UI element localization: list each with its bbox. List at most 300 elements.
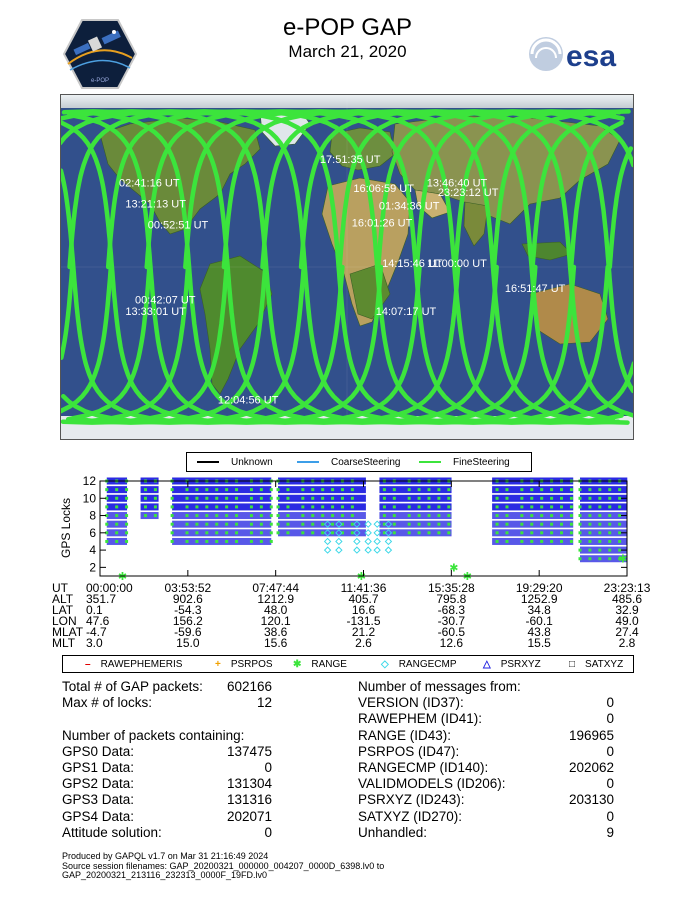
- tick-time: 23:23:13: [603, 581, 651, 595]
- range-marker: [428, 523, 431, 526]
- stat-value: 12: [256, 695, 272, 711]
- range-marker: [235, 488, 238, 491]
- range-marker: [321, 514, 324, 517]
- range-marker: [185, 531, 188, 534]
- tick-alt: 902.6: [172, 592, 203, 606]
- range-marker: [331, 505, 334, 508]
- tick-time: 19:29:20: [515, 581, 563, 595]
- range-marker: [618, 514, 621, 517]
- stat-value: 0: [264, 824, 272, 840]
- range-marker: [171, 497, 174, 500]
- stat-label: GPS4 Data:: [62, 808, 135, 824]
- range-marker: [560, 505, 563, 508]
- page-date: March 21, 2020: [288, 42, 407, 61]
- tick-time: 15:35:28: [427, 581, 475, 595]
- range-marker: [598, 497, 601, 500]
- range-marker: [618, 523, 621, 526]
- range-marker: [277, 531, 280, 534]
- tick-mlat: 38.6: [263, 625, 288, 639]
- range-marker: [154, 488, 157, 491]
- steering-legend: [186, 452, 532, 472]
- range-marker: [618, 488, 621, 491]
- range-marker: [540, 514, 543, 517]
- range-marker: [496, 505, 499, 508]
- stat-value: 602166: [226, 679, 272, 694]
- stat-gps4: [62, 809, 272, 825]
- range-marker: [447, 488, 450, 491]
- stat-value: 137475: [226, 743, 272, 759]
- range-marker: [447, 523, 450, 526]
- range-marker: [301, 523, 304, 526]
- range-marker: [277, 497, 280, 500]
- range-marker: [185, 488, 188, 491]
- range-marker: [225, 488, 228, 491]
- range-marker: [277, 523, 280, 526]
- range-marker: [598, 531, 601, 534]
- y-tick-label: 12: [82, 474, 96, 488]
- row-label-mlat: MLAT: [52, 625, 84, 639]
- stat-attitude: [62, 825, 272, 841]
- footer-produced-by: Produced by GAPQL v1.7 on Mar 31 21:16:49 2024: [62, 851, 269, 861]
- legend-symbol-satxyz: □: [569, 658, 576, 670]
- tick-lat: 16.6: [351, 603, 376, 617]
- range-marker: [250, 497, 253, 500]
- esa-logo: [526, 34, 636, 74]
- range-marker: [437, 497, 440, 500]
- legend-item-range: [293, 656, 347, 672]
- stat-psrpos: [358, 744, 614, 760]
- range-marker: [598, 488, 601, 491]
- tick-alt: 485.6: [612, 592, 643, 606]
- range-marker: [578, 549, 581, 552]
- range-marker: [598, 540, 601, 543]
- timestamp-label: 14:07:17 UT: [375, 306, 437, 319]
- range-marker: [608, 497, 611, 500]
- range-marker: [550, 523, 553, 526]
- range-marker: [408, 523, 411, 526]
- tick-lat: -54.3: [174, 603, 202, 617]
- range-marker: [560, 531, 563, 534]
- range-marker: [408, 505, 411, 508]
- range-marker: [418, 505, 421, 508]
- stat-psrxyz: [358, 792, 614, 808]
- stat-label: Unhandled:: [358, 824, 428, 840]
- range-marker: [154, 505, 157, 508]
- range-marker: [578, 557, 581, 560]
- stat-label: RAWEPHEM (ID41):: [358, 711, 483, 727]
- range-marker: [144, 497, 147, 500]
- tick-lon: 156.2: [172, 614, 203, 628]
- range-marker: [560, 523, 563, 526]
- tick-time: 03:53:52: [164, 581, 212, 595]
- tick-mlat: -60.5: [437, 625, 466, 639]
- range-low-marker-3: ✱: [462, 571, 472, 583]
- range-marker: [301, 514, 304, 517]
- psrxyz-band: [379, 486, 451, 493]
- timestamp-label: 14:15:46 UT: [382, 258, 443, 270]
- stat-gps3: [62, 792, 272, 808]
- rangecmp-marker: [385, 547, 391, 553]
- range-marker: [321, 505, 324, 508]
- range-marker: [270, 505, 273, 508]
- range-marker: [540, 531, 543, 534]
- range-marker: [520, 523, 523, 526]
- stat-gps2: [62, 776, 272, 792]
- range-marker: [428, 488, 431, 491]
- y-tick-label: 2: [89, 560, 96, 575]
- stat-value: 0: [606, 808, 614, 824]
- range-marker: [428, 531, 431, 534]
- timestamp-label: 17:51:35 UT: [319, 154, 381, 167]
- range-marker: [125, 514, 128, 517]
- range-marker: [550, 505, 553, 508]
- stat-value: 0: [606, 776, 614, 792]
- rangecmp-marker: [325, 547, 331, 553]
- stat-gps1: [62, 760, 272, 776]
- stat-rangecmp: [358, 760, 614, 776]
- range-marker: [418, 531, 421, 534]
- range-marker: [286, 531, 289, 534]
- range-marker: [286, 505, 289, 508]
- range-marker: [195, 523, 198, 526]
- message-stats: [358, 679, 614, 841]
- range-marker: [215, 540, 218, 543]
- range-marker: [125, 531, 128, 534]
- tick-alt: 795.8: [436, 592, 467, 606]
- range-marker: [115, 488, 118, 491]
- range-marker: [540, 540, 543, 543]
- legend-swatch-unknown: [197, 461, 219, 463]
- range-marker: [383, 488, 386, 491]
- range-marker: [351, 505, 354, 508]
- range-marker: [171, 488, 174, 491]
- range-marker: [105, 488, 108, 491]
- range-marker: [185, 523, 188, 526]
- range-marker: [447, 531, 450, 534]
- coverage-segment-3: [277, 478, 366, 537]
- range-marker: [578, 505, 581, 508]
- legend-label-satxyz: SATXYZ: [585, 658, 624, 670]
- stat-value: 0: [606, 743, 614, 759]
- row-label-lat: LAT: [52, 603, 74, 617]
- range-marker: [171, 523, 174, 526]
- range-marker: [505, 505, 508, 508]
- range-marker: [393, 523, 396, 526]
- range-marker: [570, 523, 573, 526]
- tick-alt: 1212.9: [257, 592, 295, 606]
- range-marker: [520, 514, 523, 517]
- range-marker: [560, 514, 563, 517]
- timestamp-label: 16:06:59 UT: [353, 183, 414, 196]
- range-marker: [260, 497, 263, 500]
- range-marker: [588, 523, 591, 526]
- coverage-segment-1: [141, 478, 159, 520]
- range-marker: [496, 488, 499, 491]
- range-marker: [428, 497, 431, 500]
- range-marker: [408, 497, 411, 500]
- range-marker: [286, 497, 289, 500]
- range-marker: [311, 505, 314, 508]
- stat-range: [358, 728, 614, 744]
- range-marker: [260, 531, 263, 534]
- range-marker: [393, 497, 396, 500]
- range-marker: [270, 531, 273, 534]
- y-tick-label: 10: [82, 491, 96, 506]
- psrxyz-band: [379, 495, 451, 502]
- range-low-marker-2: ✱: [449, 562, 459, 575]
- coverage-segment-0: [105, 478, 128, 545]
- rangecmp-marker: [365, 530, 371, 536]
- range-marker: [520, 505, 523, 508]
- range-marker: [540, 497, 543, 500]
- range-marker: [286, 523, 289, 526]
- range-marker: [530, 505, 533, 508]
- range-marker: [215, 523, 218, 526]
- tick-lat: 48.0: [263, 603, 288, 617]
- range-marker: [578, 488, 581, 491]
- range-marker: [550, 488, 553, 491]
- tick-mlat: 21.2: [351, 625, 376, 639]
- rangecmp-marker: [354, 538, 360, 544]
- footer-source-files: Source session filenames: GAP_20200321_000000_004207_0000D_6398.lv0 to: [62, 860, 385, 871]
- range-marker: [341, 488, 344, 491]
- range-marker: [195, 505, 198, 508]
- range-marker: [250, 531, 253, 534]
- range-marker: [437, 531, 440, 534]
- range-marker: [598, 549, 601, 552]
- legend-symbol-range: ✱: [293, 658, 302, 670]
- messages-from-heading: Number of messages from:: [358, 679, 521, 694]
- stat-value: 196965: [568, 727, 614, 743]
- range-marker: [598, 557, 601, 560]
- legend-item-rangecmp: [381, 656, 457, 672]
- range-marker: [125, 497, 128, 500]
- range-marker: [437, 505, 440, 508]
- stat-unhandled: [358, 825, 614, 841]
- range-marker: [598, 505, 601, 508]
- range-marker: [598, 523, 601, 526]
- range-marker: [505, 488, 508, 491]
- tick-time: 11:41:36: [340, 581, 387, 595]
- range-marker: [618, 497, 621, 500]
- range-marker: [125, 523, 128, 526]
- legend-symbol-rangecmp: ◇: [381, 658, 389, 670]
- stat-label: PSRPOS (ID47):: [358, 743, 460, 759]
- range-marker: [351, 514, 354, 517]
- range-marker: [185, 540, 188, 543]
- rangecmp-marker: [336, 547, 342, 553]
- tick-lat: 0.1: [86, 603, 103, 617]
- tick-lat: 32.9: [615, 603, 639, 617]
- rangecmp-marker: [365, 521, 371, 527]
- range-marker: [393, 531, 396, 534]
- range-marker: [301, 505, 304, 508]
- range-marker: [311, 523, 314, 526]
- footer-source-files-cont: GAP_20200321_213116_232313_0000F_19FD.lv0: [62, 870, 268, 881]
- range-marker: [205, 514, 208, 517]
- timestamp-label: 00:52:51 UT: [147, 219, 209, 232]
- range-marker: [437, 523, 440, 526]
- range-marker: [225, 531, 228, 534]
- legend-item-rawephemeris: [85, 656, 182, 672]
- range-marker: [225, 514, 228, 517]
- stat-label: Total # of GAP packets:: [62, 679, 203, 694]
- range-marker: [215, 505, 218, 508]
- range-marker: [154, 497, 157, 500]
- range-marker: [144, 488, 147, 491]
- coverage-segment-6: [578, 478, 627, 563]
- range-marker: [570, 505, 573, 508]
- range-marker: [235, 497, 238, 500]
- range-marker: [560, 497, 563, 500]
- legend-label-coarsesteering: CoarseSteering: [331, 456, 401, 468]
- range-marker: [331, 514, 334, 517]
- range-marker: [235, 505, 238, 508]
- range-marker: [408, 488, 411, 491]
- range-marker: [270, 497, 273, 500]
- stat-label: SATXYZ (ID270):: [358, 808, 463, 824]
- tick-mlat: -4.7: [86, 625, 107, 639]
- range-marker: [570, 540, 573, 543]
- range-marker: [351, 497, 354, 500]
- rangecmp-marker: [374, 547, 380, 553]
- row-label-ut: UT: [52, 581, 68, 595]
- tick-alt: 1252.9: [520, 592, 558, 606]
- stat-label: RANGECMP (ID140):: [358, 759, 489, 775]
- range-marker: [608, 514, 611, 517]
- stat-label: RANGE (ID43):: [358, 727, 452, 743]
- legend-item-satxyz: [569, 656, 623, 672]
- range-marker: [270, 523, 273, 526]
- range-marker: [321, 531, 324, 534]
- range-marker: [321, 497, 324, 500]
- range-marker: [560, 488, 563, 491]
- legend-swatch-coarsesteering: [297, 461, 319, 463]
- range-marker: [311, 531, 314, 534]
- range-marker: [321, 523, 324, 526]
- stat-total-packets: [62, 679, 272, 695]
- range-marker: [144, 514, 147, 517]
- range-marker: [588, 497, 591, 500]
- range-marker: [331, 488, 334, 491]
- range-marker: [560, 540, 563, 543]
- range-marker: [270, 540, 273, 543]
- range-marker: [550, 540, 553, 543]
- range-marker: [447, 514, 450, 517]
- legend-item-unknown: [197, 453, 273, 471]
- timestamp-label: 02:41:16 UT: [119, 177, 180, 190]
- range-marker: [550, 514, 553, 517]
- y-tick-label: 6: [89, 525, 96, 540]
- range-marker: [115, 505, 118, 508]
- range-marker: [301, 531, 304, 534]
- timestamp-label: 13:21:13 UT: [125, 198, 186, 211]
- range-marker: [520, 497, 523, 500]
- psrxyz-band: [379, 512, 451, 519]
- timestamp-label: 11:00:00 UT: [427, 258, 487, 270]
- range-marker: [105, 505, 108, 508]
- stat-value: 202062: [568, 759, 614, 775]
- range-marker: [154, 514, 157, 517]
- legend-label-finesteering: FineSteering: [453, 456, 510, 468]
- range-marker: [105, 523, 108, 526]
- range-marker: [505, 523, 508, 526]
- range-marker: [588, 505, 591, 508]
- range-marker: [270, 488, 273, 491]
- stat-label: VERSION (ID37):: [358, 695, 464, 711]
- range-marker: [125, 505, 128, 508]
- range-marker: [447, 497, 450, 500]
- rangecmp-marker: [365, 547, 371, 553]
- stat-value: 0: [606, 711, 614, 727]
- stat-label: GPS0 Data:: [62, 743, 135, 759]
- range-low-marker-4: ✱: [618, 553, 628, 566]
- range-low-marker-1: ✱: [356, 571, 367, 583]
- range-marker: [505, 540, 508, 543]
- range-marker: [520, 540, 523, 543]
- range-marker: [195, 488, 198, 491]
- stat-value: 0: [606, 695, 614, 711]
- tick-mlt: 15.5: [527, 636, 551, 650]
- stat-rawephem: [358, 711, 614, 727]
- y-axis-label: GPS Locks: [59, 497, 73, 559]
- range-marker: [530, 523, 533, 526]
- range-marker: [270, 514, 273, 517]
- range-marker: [578, 540, 581, 543]
- range-marker: [598, 514, 601, 517]
- tick-mlt: 15.6: [263, 636, 288, 650]
- range-marker: [588, 531, 591, 534]
- range-marker: [301, 497, 304, 500]
- stat-label: Max # of locks:: [62, 695, 153, 711]
- row-label-lon: LON: [52, 614, 77, 628]
- packets-containing-heading: Number of packets containing:: [62, 727, 245, 743]
- range-marker: [520, 488, 523, 491]
- range-marker: [428, 505, 431, 508]
- stat-label: VALIDMODELS (ID206):: [358, 776, 506, 792]
- range-marker: [520, 531, 523, 534]
- range-marker: [383, 514, 386, 517]
- range-marker: [608, 540, 611, 543]
- range-marker: [260, 523, 263, 526]
- stat-value: 202071: [226, 808, 272, 824]
- tick-mlt: 15.0: [176, 636, 200, 650]
- range-marker: [408, 514, 411, 517]
- range-marker: [530, 540, 533, 543]
- range-marker: [418, 523, 421, 526]
- range-marker: [171, 514, 174, 517]
- rangecmp-marker: [374, 530, 380, 536]
- range-marker: [195, 514, 198, 517]
- range-marker: [144, 505, 147, 508]
- stat-gps0: [62, 744, 272, 760]
- rangecmp-marker: [365, 538, 371, 544]
- legend-label-psrxyz: PSRXYZ: [500, 658, 541, 670]
- message-legend: [62, 655, 634, 673]
- range-marker: [195, 497, 198, 500]
- range-marker: [250, 540, 253, 543]
- range-marker: [570, 514, 573, 517]
- range-marker: [530, 531, 533, 534]
- range-marker: [205, 540, 208, 543]
- tick-lon: 47.6: [86, 614, 110, 628]
- rangecmp-marker: [336, 538, 342, 544]
- legend-swatch-finesteering: [419, 461, 441, 463]
- tick-lat: -68.3: [437, 603, 466, 617]
- range-marker: [115, 497, 118, 500]
- range-marker: [393, 505, 396, 508]
- range-marker: [171, 531, 174, 534]
